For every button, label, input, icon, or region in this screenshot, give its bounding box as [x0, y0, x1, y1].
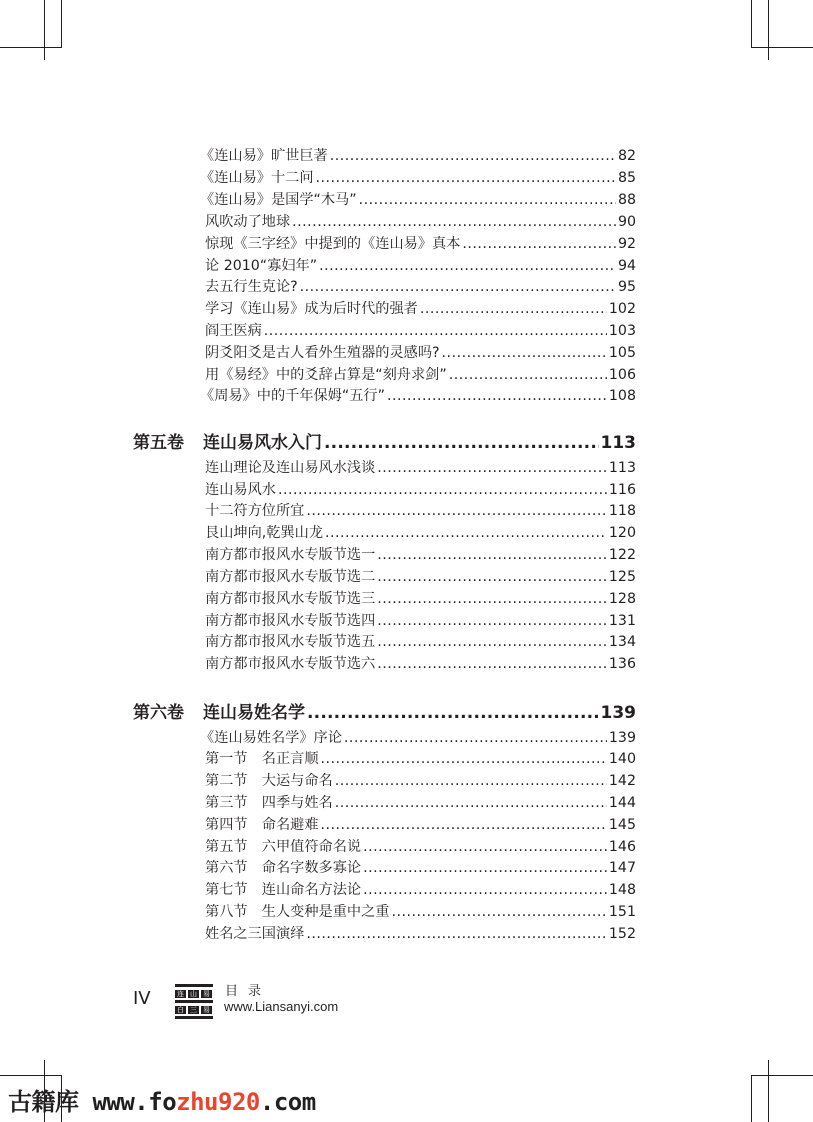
logo-char: 易: [203, 990, 210, 998]
page-number: 105: [608, 345, 636, 361]
watermark-url-prefix: www.fo: [92, 1088, 177, 1116]
leader-dots: [325, 523, 607, 543]
toc-entry[interactable]: 惊现《三字经》中提到的《连山易》真本 ..... 92: [205, 234, 636, 254]
leader-dots: [316, 168, 616, 188]
crop-mark-top-left-h: [0, 47, 62, 48]
crop-mark-bottom-right-h: [751, 1075, 813, 1076]
leader-dots: [319, 256, 616, 276]
volume-label: 第五卷: [133, 433, 184, 453]
page-number: 102: [608, 301, 636, 317]
page-number: 136: [608, 656, 636, 672]
logo-char: 三: [190, 1006, 197, 1014]
toc-entry[interactable]: 南方都市报风水专版节选四 ..... 131: [205, 611, 636, 631]
toc-entry[interactable]: 南方都市报风水专版节选三 ..... 128: [205, 589, 636, 609]
page-number: 113: [608, 460, 636, 476]
leader-dots: [306, 501, 607, 521]
page-number: 120: [608, 525, 636, 541]
watermark-url-accent: zhu: [176, 1088, 219, 1116]
leader-dots: [377, 545, 607, 565]
publisher-logo: [175, 984, 213, 1020]
page-number: 118: [608, 503, 636, 519]
leader-dots: [387, 386, 607, 406]
leader-dots: [363, 858, 607, 878]
logo-char: 山: [190, 990, 197, 998]
toc-entry[interactable]: 风吹动了地球 ..... 90: [205, 212, 636, 232]
leader-dots: [377, 632, 607, 652]
site-watermark: [8, 1082, 316, 1117]
page-number: 144: [608, 795, 636, 811]
logo-char: 连: [177, 990, 184, 998]
toc-entry[interactable]: 第六节 命名字数多寡论 ..... 147: [205, 858, 636, 878]
logo-bar: [175, 984, 213, 987]
watermark-url-accent-num: 920: [218, 1088, 260, 1116]
watermark-url-suffix: .com: [259, 1088, 316, 1116]
logo-bar: [175, 1016, 213, 1019]
logo-bar: [175, 1000, 213, 1003]
leader-dots: [363, 837, 607, 857]
toc-entry[interactable]: 阎王医病 ..... 103: [205, 321, 636, 341]
leader-dots: [442, 343, 607, 363]
crop-mark-top-left-v2: [44, 0, 45, 60]
page-number: 148: [608, 882, 636, 898]
page-number: 108: [608, 388, 636, 404]
toc-entry[interactable]: 第五节 六甲值符命名说 ..... 146: [205, 837, 636, 857]
page-number: 125: [608, 569, 636, 585]
leader-dots: [344, 728, 607, 748]
leader-dots: [278, 480, 607, 500]
toc-entry[interactable]: 南方都市报风水专版节选一 ..... 122: [205, 545, 636, 565]
leader-dots: [324, 431, 599, 455]
page-number: 146: [608, 839, 636, 855]
footer-website[interactable]: www.Liansanyi.com: [224, 999, 339, 1014]
toc-entry[interactable]: 用《易经》中的爻辞占算是“刻舟求剑” ..... 106: [205, 365, 636, 385]
leader-dots: [300, 277, 616, 297]
volume-label: 第六卷: [133, 703, 184, 723]
toc-entry[interactable]: 《连山易》旷世巨著 ..... 82: [200, 146, 636, 166]
crop-mark-top-right-v2: [768, 0, 769, 60]
page-number: 122: [608, 547, 636, 563]
crop-mark-bottom-left-h: [0, 1075, 62, 1076]
page-number: 139: [608, 730, 636, 746]
leader-dots: [377, 611, 607, 631]
chapter-title: 连山易风水入门: [203, 433, 322, 453]
toc-entry[interactable]: 去五行生克论? ..... 95: [205, 277, 636, 297]
page-number: 113: [600, 433, 636, 453]
toc-entry[interactable]: 第四节 命名避难 ..... 145: [205, 815, 636, 835]
toc-entry[interactable]: 第七节 连山命名方法论 ..... 148: [205, 880, 636, 900]
toc-entry[interactable]: 第二节 大运与命名 ..... 142: [205, 771, 636, 791]
toc-entry[interactable]: 连山易风水 ..... 116: [205, 480, 636, 500]
leader-dots: [330, 146, 616, 166]
leader-dots: [359, 190, 616, 210]
page-number: 85: [617, 170, 636, 186]
toc-entry[interactable]: 《连山易》是国学“木马” ..... 88: [200, 190, 636, 210]
page-numeral: IV: [133, 988, 151, 1009]
toc-entry[interactable]: 南方都市报风水专版节选五 ..... 134: [205, 632, 636, 652]
toc-entry[interactable]: 第一节 名正言顺 ..... 140: [205, 749, 636, 769]
crop-mark-top-right-v: [751, 0, 752, 47]
page-number: 145: [608, 817, 636, 833]
crop-mark-top-left-v: [61, 0, 62, 47]
leader-dots: [377, 567, 607, 587]
toc-entry[interactable]: 南方都市报风水专版节选六 ..... 136: [205, 654, 636, 674]
leader-dots: [377, 458, 607, 478]
page-number: 139: [600, 703, 636, 723]
leader-dots: [335, 771, 607, 791]
crop-mark-top-right-h: [751, 47, 813, 48]
page-number: 106: [608, 367, 636, 383]
leader-dots: [377, 654, 607, 674]
logo-char: 易: [203, 1006, 210, 1014]
toc-entry[interactable]: 南方都市报风水专版节选二 ..... 125: [205, 567, 636, 587]
leader-dots: [377, 589, 607, 609]
leader-dots: [391, 902, 606, 922]
logo-char: 白: [177, 1006, 184, 1014]
toc-entry[interactable]: 姓名之三国演绎 ..... 152: [205, 924, 636, 944]
toc-entry[interactable]: 《周易》中的千年保姆“五行” ..... 108: [200, 386, 636, 406]
page-number: 131: [608, 613, 636, 629]
page-number: 151: [608, 904, 636, 920]
toc-entry[interactable]: 学习《连山易》成为后时代的强者 ..... 102: [205, 299, 636, 319]
toc-entry[interactable]: 论 2010“寡妇年” ..... 94: [205, 256, 636, 276]
leader-dots: [363, 880, 607, 900]
page-number: 116: [608, 482, 636, 498]
leader-dots: [264, 321, 607, 341]
watermark-name: 古籍库: [8, 1088, 79, 1116]
chapter-title: 连山易姓名学: [203, 703, 305, 723]
page-number: 140: [608, 751, 636, 767]
page-number: 88: [617, 192, 636, 208]
page-number: 94: [617, 258, 636, 274]
page-number: 152: [608, 926, 636, 942]
page-number: 142: [608, 773, 636, 789]
leader-dots: [462, 234, 616, 254]
leader-dots: [306, 924, 607, 944]
toc-entry[interactable]: 十二符方位所宜 ..... 118: [205, 501, 636, 521]
leader-dots: [420, 299, 607, 319]
leader-dots: [449, 365, 607, 385]
page-number: 128: [608, 591, 636, 607]
crop-mark-bottom-right-v2: [768, 1060, 769, 1122]
chapter-heading-5[interactable]: [133, 431, 636, 455]
toc-entry[interactable]: 第八节 生人变种是重中之重 ..... 151: [205, 902, 636, 922]
page-number: 92: [617, 236, 636, 252]
page-number: 90: [617, 214, 636, 230]
leader-dots: [307, 701, 599, 725]
crop-mark-bottom-right-v: [751, 1075, 752, 1122]
toc-entry[interactable]: 艮山坤向,乾巽山龙 ..... 120: [205, 523, 636, 543]
page-number: 103: [608, 323, 636, 339]
toc-entry[interactable]: 连山理论及连山易风水浅谈 ..... 113: [205, 458, 636, 478]
page-number: 95: [617, 279, 636, 295]
leader-dots: [292, 212, 616, 232]
page-number: 82: [617, 148, 636, 164]
chapter-heading-6[interactable]: [133, 701, 636, 725]
page-number: 134: [608, 634, 636, 650]
toc-entry[interactable]: 第三节 四季与姓名 ..... 144: [205, 793, 636, 813]
toc-entry[interactable]: 《连山易》十二问 ..... 85: [200, 168, 636, 188]
leader-dots: [335, 793, 607, 813]
toc-entry[interactable]: 阴爻阳爻是古人看外生殖器的灵感吗? ..... 105: [205, 343, 636, 363]
toc-entry[interactable]: 《连山易姓名学》序论 ..... 139: [200, 728, 636, 748]
leader-dots: [321, 815, 607, 835]
footer-section-title: 目录: [225, 984, 272, 999]
leader-dots: [321, 749, 607, 769]
page-number: 147: [608, 860, 636, 876]
